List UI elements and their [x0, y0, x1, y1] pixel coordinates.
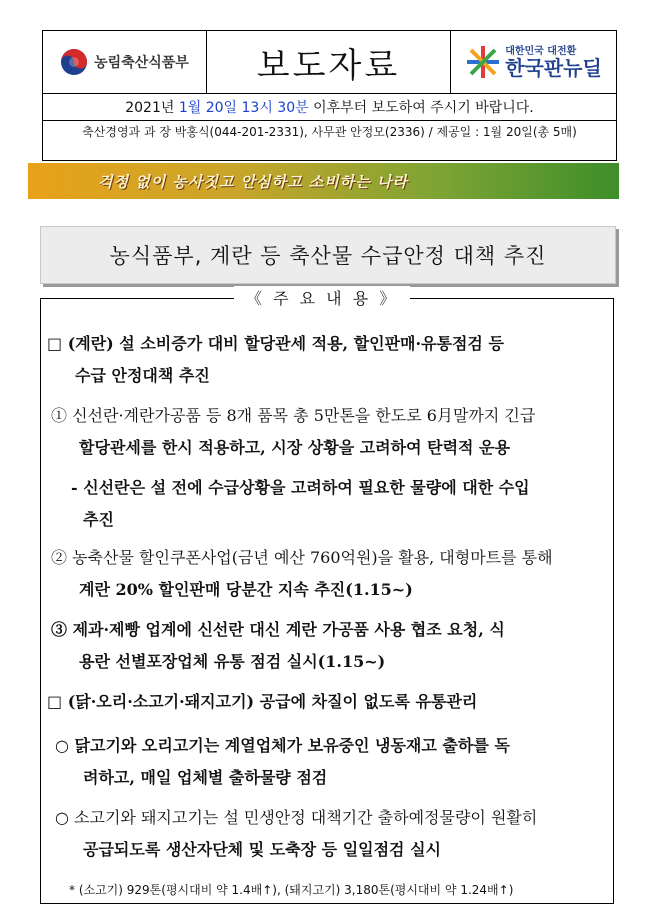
release-prefix: 2021년 — [125, 100, 179, 116]
item-1-detail: - 신선란은 설 전에 수급상황을 고려하여 필요한 물량에 대한 수입 — [71, 478, 530, 497]
bullet-poultry: ○ 닭고기와 오리고기는 계열업체가 보유중인 냉동재고 출하를 독 — [55, 736, 510, 755]
ministry-name: 농림축산식품부 — [94, 55, 189, 71]
slogan-banner — [28, 163, 619, 199]
item-1-detail-cont: 추진 — [83, 510, 114, 529]
item-2-cont: 계란 20% 할인판매 당분간 지속 추진(1.15~) — [79, 580, 413, 599]
summary-label: 《 주 요 내 용 》 — [234, 286, 410, 309]
section-meat-heading: □ (닭·오리·소고기·돼지고기) 공급에 차질이 없도록 유통관리 — [47, 692, 478, 711]
newdeal-star-icon — [465, 44, 501, 80]
release-date: 1월 20일 13시 30분 — [178, 100, 309, 116]
header-table — [42, 30, 617, 94]
section-egg-heading: □ (계란) 설 소비증가 대비 할당관세 적용, 할인판매·유통점검 등 — [47, 334, 504, 353]
bullet-poultry-cont: 려하고, 매일 업체별 출하물량 점검 — [83, 768, 328, 787]
contact-info: 축산경영과 과 장 박홍식(044-201-2331), 사무관 안정모(2336) / 제공일 : 1월 20일(총 5매) — [42, 121, 617, 161]
item-3: ③ 제과·제빵 업계에 신선란 대신 계란 가공품 사용 협조 요청, 식 — [51, 620, 505, 639]
release-notice — [42, 94, 617, 121]
bullet-beef-pork: ○ 소고기와 돼지고기는 설 민생안정 대책기간 출하예정물량이 원활히 — [55, 808, 538, 827]
doc-type-title: 보도자료 — [207, 31, 451, 93]
slogan-text: 걱정 없이 농사짓고 안심하고 소비하는 나라 — [98, 172, 408, 191]
item-3-cont: 용란 선별포장업체 유통 점검 실시(1.15~) — [79, 652, 386, 671]
newdeal-logo — [451, 31, 616, 93]
ministry-logo — [43, 31, 207, 93]
footnote: * (소고기) 929톤(평시대비 약 1.4배↑), (돼지고기) 3,180톤(평시대비 약 1.24배↑) — [69, 883, 514, 897]
page-title: 농식품부, 계란 등 축산물 수급안정 대책 추진 — [40, 226, 616, 284]
section-egg-heading-cont: 수급 안정대책 추진 — [75, 366, 210, 385]
item-1: ① 신선란·계란가공품 등 8개 품목 총 5만톤을 한도로 6月말까지 긴급 — [51, 406, 536, 425]
release-suffix: 이후부터 보도하여 주시기 바랍니다. — [308, 100, 534, 116]
item-1-cont: 할당관세를 한시 적용하고, 시장 상황을 고려하여 탄력적 운용 — [79, 438, 510, 457]
summary-box — [40, 289, 614, 904]
newdeal-subtitle: 대한민국 대전환 — [505, 45, 577, 57]
bullet-beef-pork-cont: 공급되도록 생산자단체 및 도축장 등 일일점검 실시 — [83, 840, 441, 859]
item-2: ② 농축산물 할인쿠폰사업(금년 예산 760억원)을 활용, 대형마트를 통해 — [51, 548, 553, 567]
newdeal-title: 한국판뉴딜 — [505, 55, 602, 80]
taegeuk-emblem-icon — [60, 48, 88, 76]
